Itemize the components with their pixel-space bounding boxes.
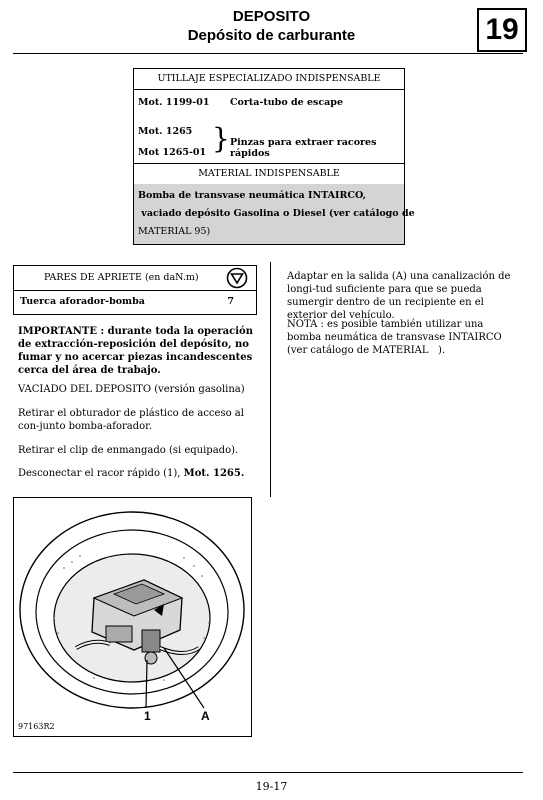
section-title: VACIADO DEL DEPOSITO (versión gasolina): [18, 384, 245, 395]
page-title: DEPOSITO: [232, 8, 311, 25]
tools-table: [133, 68, 415, 245]
column-divider: [270, 262, 271, 497]
material-line: MATERIAL 95): [138, 226, 211, 237]
right-paragraph: Adaptar en la salida (A) una canalización de longi-tud suficiente para que se pueda sumergir dentro de un recipiente en el exterior del vehículo.: [287, 271, 511, 321]
material-heading: MATERIAL INDISPENSABLE: [134, 163, 404, 185]
tool-ref: Mot. 1199-01: [138, 97, 210, 108]
material-line: vaciado depósito Gasolina o Diesel (ver catálogo de: [138, 208, 415, 219]
tool-ref: Mot 1265-01: [138, 147, 207, 158]
important-note: IMPORTANTE : durante toda la operación de extracción-reposición del depósito, no fumar y no acercar piezas incandescentes cerca del área de trabajo.: [18, 326, 253, 376]
page-number: 19-17: [255, 780, 288, 793]
header-divider: [13, 53, 523, 54]
torque-item: Tuerca aforador-bomba: [20, 296, 145, 307]
page-subtitle: Depósito de carburante: [187, 27, 356, 44]
callout-a: A: [201, 709, 210, 723]
figure-code: 97163R2: [18, 722, 55, 731]
material-body: [134, 184, 415, 244]
tool-ref: Mot. 1265: [138, 126, 193, 137]
tool-group-desc: Pinzas para extraer racores rápidos: [230, 137, 377, 159]
torque-symbol-icon: [226, 267, 248, 289]
callout-1: 1: [144, 709, 151, 723]
tools-heading: UTILLAJE ESPECIALIZADO INDISPENSABLE: [134, 69, 404, 90]
torque-heading: PARES DE APRIETE (en daN.m): [44, 272, 199, 283]
torque-table: [13, 265, 257, 315]
tool-reference: Mot. 1265.: [183, 468, 245, 479]
tool-desc: Corta-tubo de escape: [230, 97, 343, 108]
brace-symbol: }: [212, 122, 230, 155]
footer-divider: [13, 772, 523, 773]
step-paragraph: Retirar el clip de enmangado (si equipado).: [18, 445, 239, 456]
pump-gauge-drawing: [14, 498, 251, 736]
note-paragraph: NOTA : es posible también utilizar una bomba neumática de transvase INTAIRCO (ver catálogo de MATERIAL ).: [287, 319, 515, 356]
step-paragraph: Retirar el obturador de plástico de acceso al con-junto bomba-aforador.: [18, 408, 244, 432]
torque-value: 7: [227, 296, 234, 307]
step-text: Desconectar el racor rápido (1),: [18, 468, 184, 479]
pump-figure: [13, 497, 252, 737]
material-line: Bomba de transvase neumática INTAIRCO,: [138, 190, 366, 201]
torque-header: [14, 266, 256, 291]
chapter-number: 19: [477, 8, 527, 52]
step-paragraph: [18, 467, 258, 480]
